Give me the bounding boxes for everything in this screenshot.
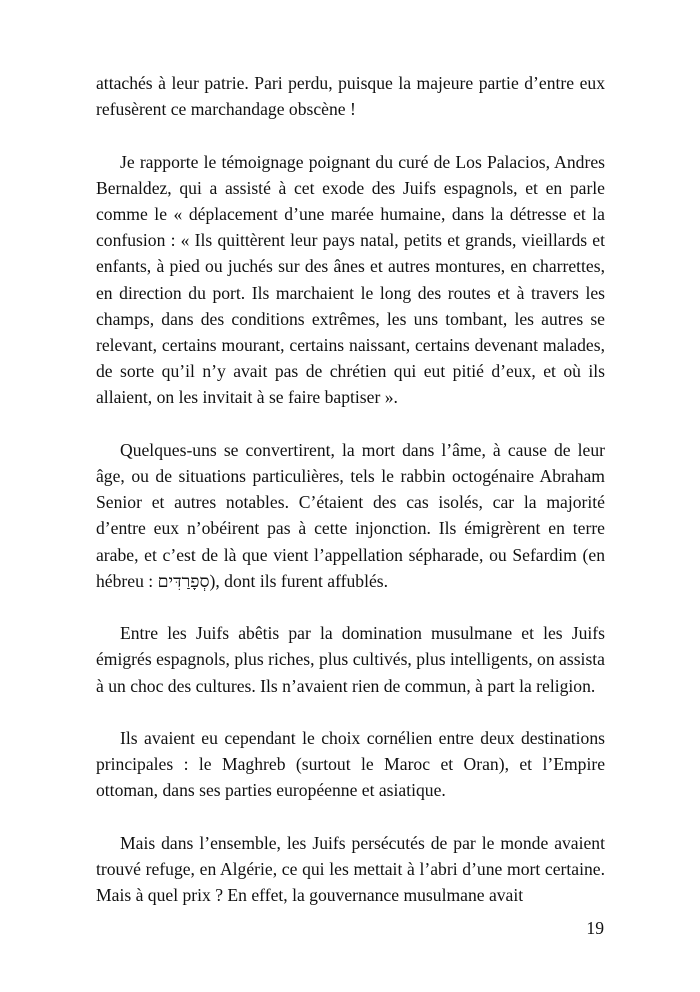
page-number: 19 bbox=[586, 918, 604, 938]
paragraph-refuge: Mais dans l’ensemble, les Juifs persécutés de par le monde avaient trouvé refuge, en Algérie, ce qui les mettait à l’abri d’une mort certaine. Mais à quel prix ? En effet, la gouvernance musulmane avait bbox=[96, 832, 605, 906]
paragraph-culture-clash: Entre les Juifs abêtis par la domination musulmane et les Juifs émigrés espagnols, plus riches, plus cultivés, plus intelligents, on assista à un choc des cultures. Ils n’avaient rien de commun, à part la religion. bbox=[96, 623, 605, 696]
paragraph-testimony: Je rapporte le témoignage poignant du curé de Los Palacios, Andres Bernaldez, qui a assisté à cet exode des Juifs espagnols, et en parle comme le « déplacement d’une marée humaine, dans la détresse et la confusion : « Ils quittèrent leur pays natal, petits et grands, vieillards et enfants, à pied ou juchés sur des ânes et autres montures, en charrettes, en direction du port. Ils marchaient le long des routes et à travers les champs, dans des conditions extrêmes, les uns tombant, les autres se relevant, certains mourant, certains naissant, certains devenant malades, de sorte qu’il n’y avait pas de chrétien qui eut pitié d’eux, et où ils allaient, on les invitait à se faire baptiser ». bbox=[96, 151, 605, 408]
paragraph-destinations: Ils avaient eu cependant le choix cornélien entre deux destinations principales : le Maghreb (surtout le Maroc et Oran), et l’Empire ottoman, dans ses parties européenne et asiatique. bbox=[96, 728, 605, 801]
body-text bbox=[96, 70, 605, 935]
paragraph-conversions-text: Quelques-uns se convertirent, la mort dans l’âme, à cause de leur âge, ou de situations particulières, tels le rabbin octogénaire Abraham Senior et autres notables. C’étaient des cas isolés, car la majorité d’entre eux n’obéirent pas à cette injonction. Ils émigrèrent en terre arabe, et c’est de là que vient l’appellation sépharade, ou Sefardim (en hébreu : bbox=[96, 439, 605, 591]
hebrew-word: סְפָרַדִּים bbox=[157, 570, 210, 591]
paragraph-conversions-end: ), dont ils furent affublés. bbox=[209, 570, 389, 591]
paragraph-continuation: attachés à leur patrie. Pari perdu, puisque la majeure partie d’entre eux refusèrent ce marchandage obscène ! bbox=[96, 73, 605, 120]
paragraph-conversions bbox=[96, 437, 605, 594]
